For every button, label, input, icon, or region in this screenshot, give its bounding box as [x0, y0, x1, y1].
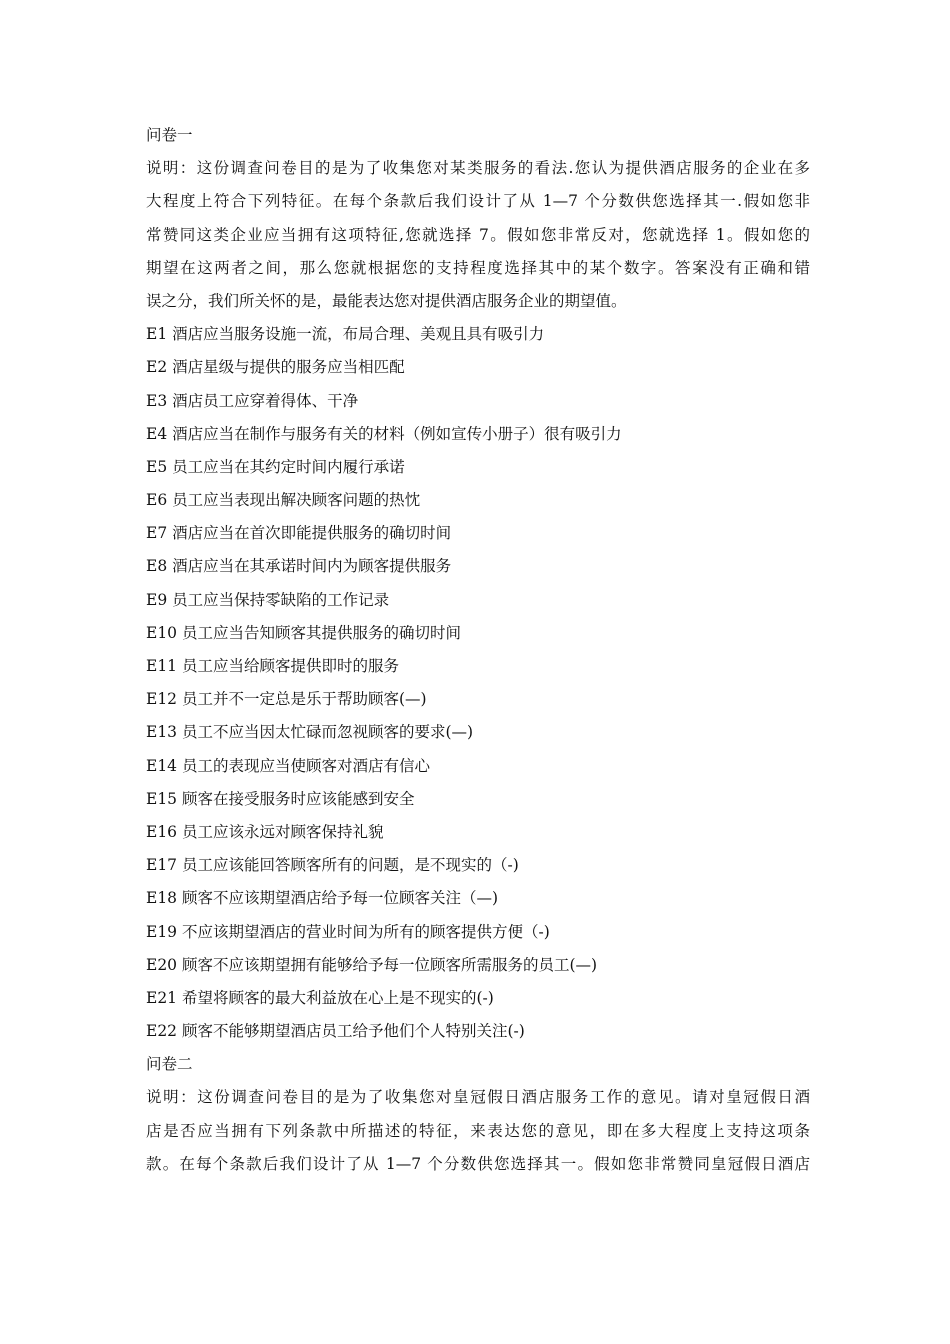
questionnaire-2-intro [146, 1081, 810, 1181]
survey-item: E15 顾客在接受服务时应该能感到安全 [146, 789, 415, 808]
intro-line: 期望在这两者之间，那么您就根据您的支持程度选择其中的某个数字。答案没有正确和错 [146, 258, 810, 277]
survey-item: E21 希望将顾客的最大利益放在心上是不现实的(-) [146, 988, 494, 1007]
questionnaire-1-items [146, 318, 810, 1048]
questionnaire-2-title: 问卷二 [146, 1055, 193, 1074]
survey-item: E1 酒店应当服务设施一流，布局合理、美观且具有吸引力 [146, 325, 545, 344]
survey-item: E9 员工应当保持零缺陷的工作记录 [146, 590, 390, 609]
survey-item: E8 酒店应当在其承诺时间内为顾客提供服务 [146, 557, 452, 576]
survey-item: E13 员工不应当因太忙碌而忽视顾客的要求(—) [146, 723, 474, 742]
survey-item: E18 顾客不应该期望酒店给予每一位顾客关注（—) [146, 889, 499, 908]
survey-item: E7 酒店应当在首次即能提供服务的确切时间 [146, 524, 452, 543]
survey-item: E3 酒店员工应穿着得体、干净 [146, 391, 359, 410]
survey-item: E6 员工应当表现出解决顾客问题的热忱 [146, 491, 421, 510]
survey-item: E14 员工的表现应当使顾客对酒店有信心 [146, 756, 430, 775]
intro-line: 误之分，我们所关怀的是，最能表达您对提供酒店服务企业的期望值。 [146, 291, 627, 310]
questionnaire-1-title: 问卷一 [146, 126, 193, 144]
survey-item: E20 顾客不应该期望拥有能够给予每一位顾客所需服务的员工(—) [146, 955, 598, 974]
intro-line: 常赞同这类企业应当拥有这项特征,您就选择 7。假如您非常反对，您就选择 1。假如您的 [146, 225, 810, 244]
survey-item: E4 酒店应当在制作与服务有关的材料（例如宣传小册子）很有吸引力 [146, 424, 622, 443]
survey-item: E2 酒店星级与提供的服务应当相匹配 [146, 358, 405, 377]
survey-item: E17 员工应该能回答顾客所有的问题，是不现实的（-) [146, 856, 519, 875]
survey-item: E10 员工应当告知顾客其提供服务的确切时间 [146, 623, 461, 642]
survey-item: E12 员工并不一定总是乐于帮助顾客(—) [146, 690, 427, 709]
survey-item: E16 员工应该永远对顾客保持礼貌 [146, 822, 384, 841]
survey-item: E11 员工应当给顾客提供即时的服务 [146, 657, 399, 675]
questionnaire-1-intro [146, 152, 810, 318]
intro-line: 款。在每个条款后我们设计了从 1—7 个分数供您选择其一。假如您非常赞同皇冠假日酒店 [146, 1154, 810, 1173]
intro-line: 说明：这份调查问卷目的是为了收集您对皇冠假日酒店服务工作的意见。请对皇冠假日酒 [146, 1088, 810, 1107]
survey-item: E22 顾客不能够期望酒店员工给予他们个人特别关注(-) [146, 1022, 525, 1041]
intro-line: 大程度上符合下列特征。在每个条款后我们设计了从 1—7 个分数供您选择其一.假如您非 [146, 192, 810, 211]
intro-line: 店是否应当拥有下列条款中所描述的特征，来表达您的意见，即在多大程度上支持这项条 [146, 1121, 810, 1140]
survey-item: E19 不应该期望酒店的营业时间为所有的顾客提供方便（-) [146, 922, 550, 941]
intro-line: 说明：这份调查问卷目的是为了收集您对某类服务的看法.您认为提供酒店服务的企业在多 [146, 159, 810, 178]
survey-item: E5 员工应当在其约定时间内履行承诺 [146, 457, 405, 476]
document-content [146, 119, 810, 1181]
